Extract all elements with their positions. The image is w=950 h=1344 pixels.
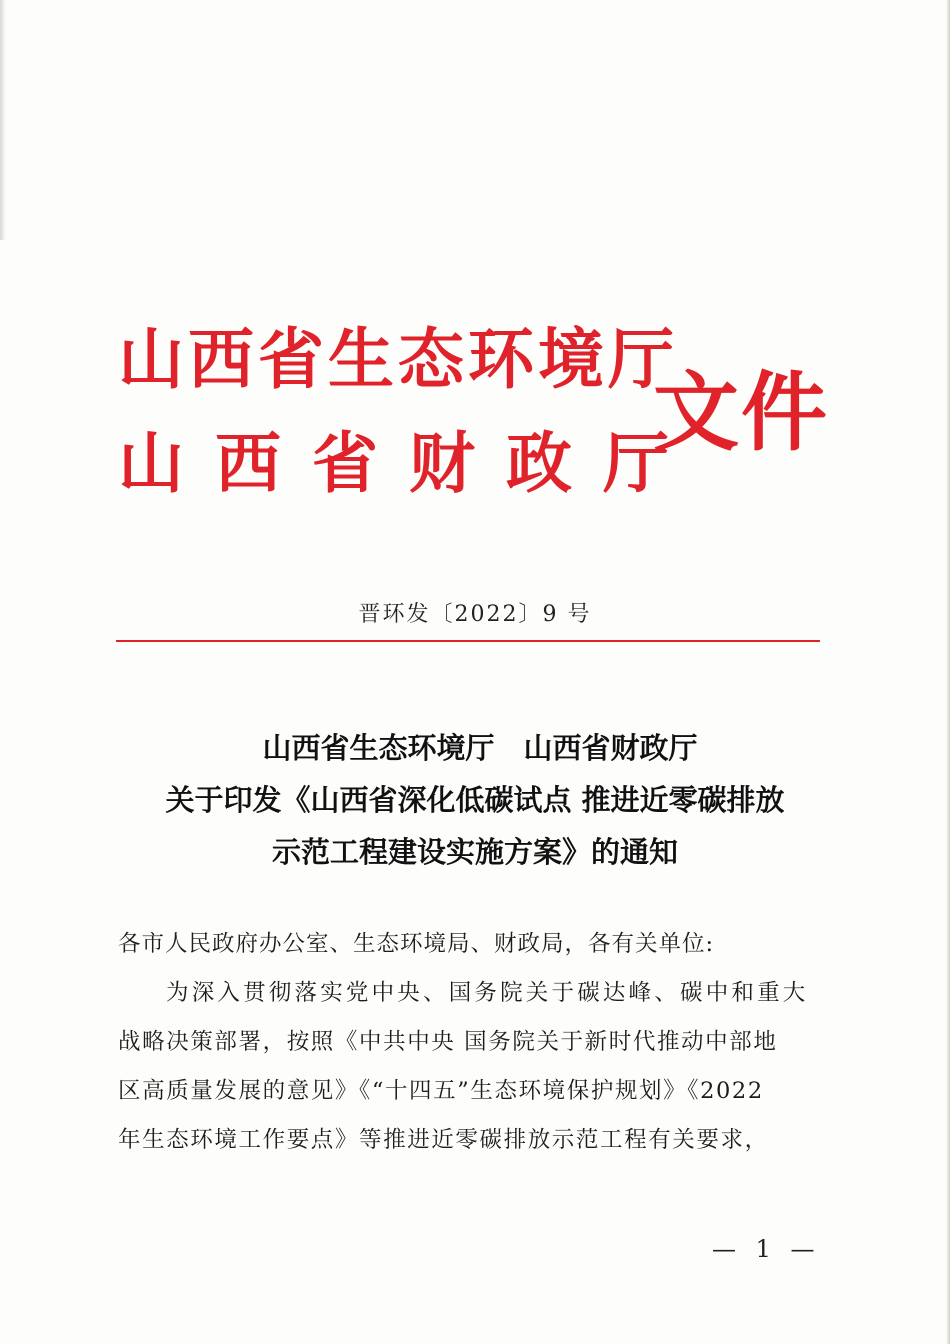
- body-line: 年生态环境工作要点》等推进近零碳排放示范工程有关要求，: [118, 1127, 769, 1153]
- scan-shadow-left: [0, 0, 6, 240]
- red-divider-line: [116, 640, 820, 642]
- body-line: 战略决策部署，按照《中共中央 国务院关于新时代推动中部地: [118, 1029, 778, 1055]
- body-line: 区高质量发展的意见》《“十四五”生态环境保护规划》《2022: [118, 1078, 764, 1104]
- page-number: — 1 —: [712, 1235, 821, 1263]
- salutation: 各市人民政府办公室、生态环境局、财政局，各有关单位:: [118, 931, 715, 957]
- document-number: 晋环发〔2022〕9 号: [358, 602, 592, 627]
- body-line: 为深入贯彻落实党中央、国务院关于碳达峰、碳中和重大: [166, 980, 809, 1006]
- header-org-environment: 山西省生态环境厅: [118, 320, 678, 398]
- header-org-finance: 山西省财政厅: [118, 424, 700, 502]
- document-title: [0, 722, 950, 878]
- header-wenjian: 文件: [653, 362, 829, 463]
- red-header: [118, 318, 838, 518]
- title-line-3: 示范工程建设实施方案》的通知: [271, 835, 678, 869]
- document-body: [118, 920, 818, 1165]
- title-line-1: 山西省生态环境厅 山西省财政厅: [262, 731, 698, 765]
- title-line-2: 关于印发《山西省深化低碳试点 推进近零碳排放: [165, 783, 785, 817]
- scan-shadow-right: [946, 0, 950, 1344]
